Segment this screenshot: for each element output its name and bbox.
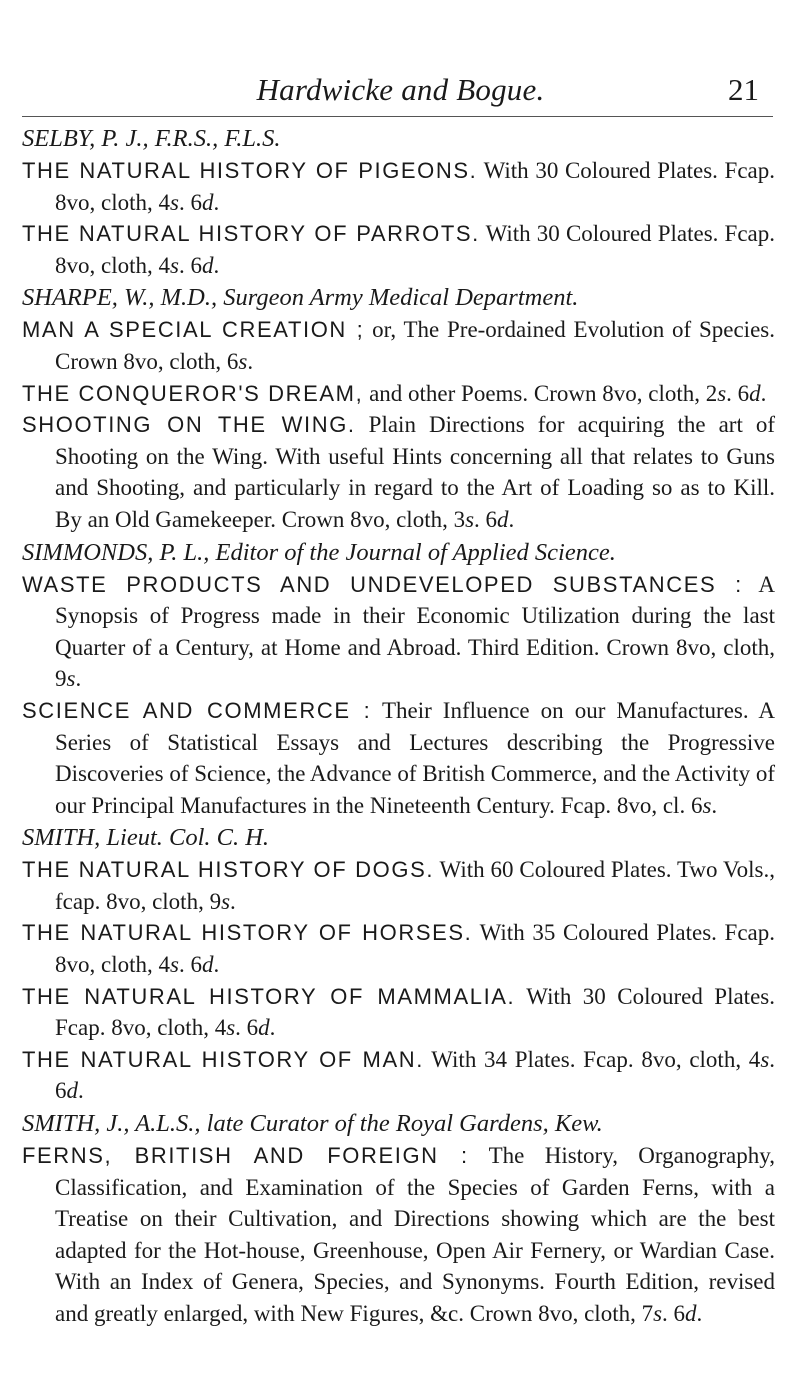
book-entry (22, 917, 775, 980)
italic-text: s (465, 506, 475, 532)
italic-text: d (749, 380, 761, 406)
book-entry (22, 1140, 775, 1330)
entry-text: . 6 (235, 1015, 259, 1041)
entry-text: . (213, 189, 220, 215)
entry-text: With 30 Coloured Plates. Fcap. 8vo, cloth, 4 (55, 983, 775, 1041)
entry-text: . 6 (178, 952, 202, 978)
book-title: THE NATURAL HISTORY OF DOGS. (22, 857, 435, 883)
entry-text: . (78, 1078, 84, 1104)
book-entry (22, 378, 775, 410)
page-number: 21 (728, 72, 759, 107)
italic-text: s (760, 1046, 770, 1072)
book-title: THE NATURAL HISTORY OF PIGEONS. (22, 158, 478, 183)
entry-text: . (760, 380, 767, 406)
author-heading (22, 821, 775, 854)
book-entry (22, 1044, 775, 1107)
italic-text: d (258, 1015, 270, 1041)
book-title: SCIENCE AND COMMERCE : (22, 697, 372, 723)
entry-text: With 35 Coloured Plates. Fcap. 8vo, cloth, 4 (55, 920, 775, 978)
entry-text: With 34 Plates. Fcap. 8vo, cloth, 4 (423, 1046, 761, 1072)
entry-text: and other Poems. Crown 8vo, cloth, 2 (363, 380, 718, 406)
italic-text: s (702, 792, 712, 818)
author-heading (22, 122, 775, 155)
book-entry (22, 314, 775, 377)
entry-text: . (75, 666, 82, 692)
book-entry (22, 569, 775, 695)
italic-text: s (717, 380, 727, 406)
author-heading (22, 1107, 775, 1140)
italic-text: s (226, 1015, 236, 1041)
author-heading (22, 281, 775, 314)
entry-text: . (696, 1301, 703, 1326)
italic-text: s (170, 952, 179, 978)
entry-text: . (269, 1015, 276, 1041)
running-head-title: Hardwicke and Bogue. (256, 72, 545, 107)
author-heading (22, 536, 775, 569)
book-entry (22, 981, 775, 1044)
italic-text: d (497, 506, 509, 532)
book-entry (22, 854, 775, 917)
entry-text: . 6 (178, 252, 202, 278)
entry-text: A Synopsis of Progress made in their Economic Utilization during the last Quarter of a Century, at Home and Abroad. Third Edition. Crown 8vo, cloth, 9 (55, 571, 775, 692)
catalogue-entries (22, 122, 775, 1330)
italic-text: s (221, 888, 231, 914)
italic-text: s (238, 348, 248, 374)
italic-text: SMITH, Lieut. Col. C. H. (22, 824, 270, 852)
italic-text: d (201, 952, 214, 978)
book-title: THE NATURAL HISTORY OF MAN. (22, 1046, 424, 1072)
book-title: THE NATURAL HISTORY OF MAMMALIA. (22, 983, 516, 1009)
book-title: MAN A SPECIAL CREATION ; (22, 317, 365, 343)
italic-text: s (170, 189, 179, 215)
italic-text: s (170, 252, 179, 278)
book-entry (22, 218, 775, 281)
book-title: WASTE PRODUCTS AND UNDEVELOPED SUBSTANCES : (22, 571, 743, 597)
italic-text: d (201, 252, 214, 278)
entry-text: Plain Directions for acquiring the art of Shooting on the Wing. With useful Hints concerning all that relates to Guns and Shooting, and particularly in regard to the Art of Loading so as to Kill. By an Old Gamekeeper. Crown 8vo, cloth, 3 (55, 412, 775, 532)
entry-text: . 6 (662, 1301, 686, 1326)
running-head (0, 72, 801, 112)
book-title: THE NATURAL HISTORY OF HORSES. (22, 920, 473, 946)
entry-text: . 6 (178, 189, 202, 215)
book-entry (22, 695, 775, 821)
italic-text: SIMMONDS, P. L., Editor of the Journal of Applied Science. (22, 538, 616, 566)
entry-text: With 30 Coloured Plates. Fcap. 8vo, cloth, 4 (55, 221, 775, 278)
entry-text: Their Influence on our Manufactures. A Series of Statistical Essays and Lectures describing the Progressive Discoveries of Science, the Advance of British Commerce, and the Activity of our Principal Manufactures in the Nineteenth Century. Fcap. 8vo, cl. 6 (55, 697, 775, 818)
header-rule (22, 116, 773, 117)
entry-text: The History, Organography, Classification, and Examination of the Species of Garden Ferns, with a Treatise on their Cultivation, and Directions showing which are the best adapted for the Hot-house, Greenhouse, Open Air Fernery, or Wardian Case. With an Index of Genera, Species, and Synonyms. Fourth Edition, revised and greatly enlarged, with New Figures, &c. Crown 8vo, cloth, 7 (55, 1143, 775, 1326)
italic-text: SELBY, P. J., F.R.S., F.L.S. (22, 125, 281, 152)
italic-text: s (653, 1301, 663, 1326)
entry-text: With 60 Coloured Plates. Two Vols., fcap. 8vo, cloth, 9 (55, 857, 775, 914)
book-entry (22, 409, 775, 535)
book-title: FERNS, BRITISH AND FOREIGN : (22, 1143, 469, 1169)
entry-text: . (230, 888, 236, 914)
italic-text: d (201, 189, 214, 215)
entry-text: . (213, 252, 220, 278)
italic-text: SHARPE, W., M.D., Surgeon Army Medical Department. (22, 284, 579, 312)
book-entry (22, 155, 775, 218)
italic-text: SMITH, J., A.L.S., late Curator of the Royal Gardens, Kew. (22, 1110, 603, 1138)
entry-text: . 6 (55, 1046, 776, 1104)
book-title: THE NATURAL HISTORY OF PARROTS. (22, 221, 480, 247)
entry-text: . (508, 506, 515, 532)
italic-text: d (685, 1301, 697, 1326)
entry-text: or, The Pre-ordained Evolution of Species. Crown 8vo, cloth, 6 (55, 317, 775, 374)
book-title: SHOOTING ON THE WING. (22, 412, 356, 438)
entry-text: . 6 (474, 506, 498, 532)
entry-text: . (711, 792, 718, 818)
entry-text: With 30 Coloured Plates. Fcap. 8vo, cloth, 4 (55, 158, 775, 215)
italic-text: d (66, 1078, 78, 1104)
book-title: THE CONQUEROR'S DREAM, (22, 380, 364, 406)
entry-text: . 6 (726, 380, 750, 406)
entry-text: . (213, 952, 220, 978)
entry-text: . (247, 348, 254, 374)
italic-text: s (66, 666, 76, 692)
